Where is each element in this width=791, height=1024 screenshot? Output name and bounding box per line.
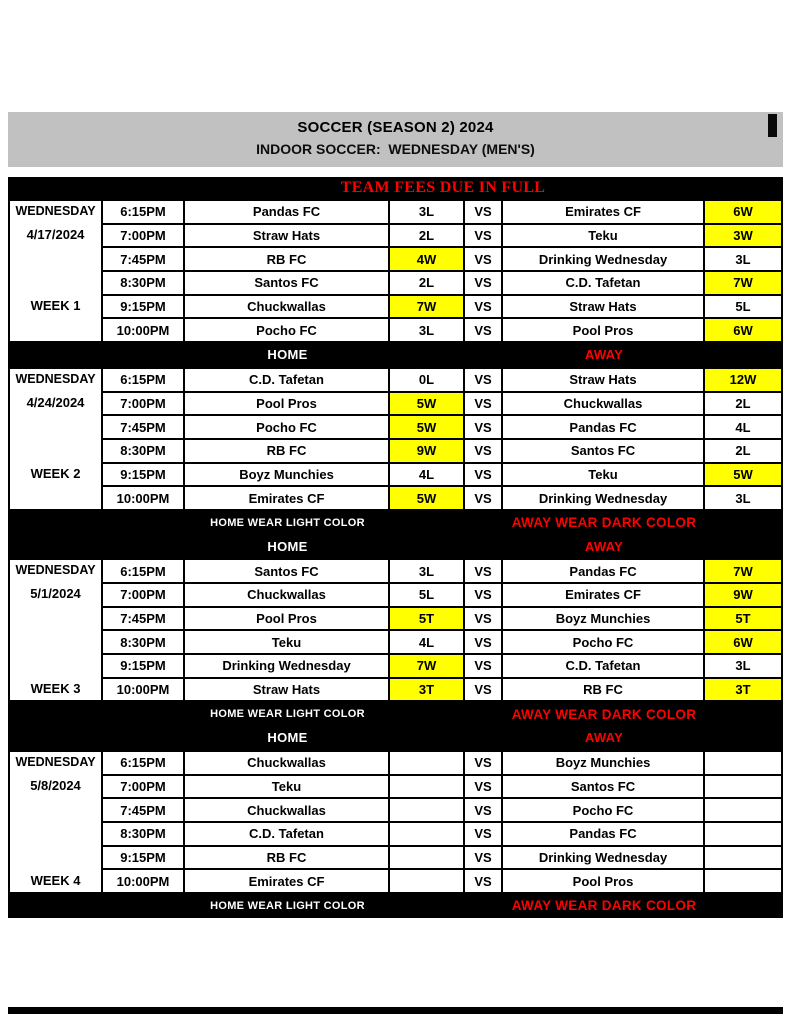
home-score: 5W (390, 393, 463, 415)
home-score: 3L (390, 201, 463, 223)
home-away-bar (8, 535, 783, 559)
week-date-label: 5/1/2024 (30, 586, 81, 602)
match-time: 9:15PM (103, 296, 183, 318)
away-wear-label: AWAY WEAR DARK COLOR (511, 706, 697, 722)
vs-label: VS (465, 440, 501, 462)
home-team: Pool Pros (185, 393, 388, 415)
away-team: C.D. Tafetan (503, 655, 703, 677)
home-wear-label: HOME WEAR LIGHT COLOR (210, 516, 365, 529)
away-team: Teku (503, 225, 703, 247)
vs-label: VS (465, 464, 501, 486)
week-number-label: WEEK 3 (30, 681, 81, 697)
home-score (390, 799, 463, 821)
vs-label: VS (465, 225, 501, 247)
match-time: 10:00PM (103, 679, 183, 701)
week-block-3 (8, 558, 783, 702)
away-score: 3L (705, 248, 781, 270)
week-day-label: WEDNESDAY (15, 371, 96, 386)
vs-label: VS (465, 272, 501, 294)
away-team: Emirates CF (503, 201, 703, 223)
week-date-label: 4/17/2024 (26, 227, 85, 242)
away-team: Pandas FC (503, 416, 703, 438)
match-time: 10:00PM (103, 487, 183, 509)
match-time: 9:15PM (103, 847, 183, 869)
vs-label: VS (465, 679, 501, 701)
match-time: 6:15PM (103, 560, 183, 582)
home-score (390, 752, 463, 774)
away-score (705, 823, 781, 845)
match-time: 6:15PM (103, 752, 183, 774)
home-team: Pool Pros (185, 608, 388, 630)
match-time: 9:15PM (103, 655, 183, 677)
away-score: 7W (705, 272, 781, 294)
home-wear-label: HOME WEAR LIGHT COLOR (210, 899, 365, 912)
home-score: 5W (390, 416, 463, 438)
vs-label: VS (465, 799, 501, 821)
home-team: Drinking Wednesday (185, 655, 388, 677)
document-header (8, 112, 783, 167)
match-time: 8:30PM (103, 823, 183, 845)
away-score: 2L (705, 393, 781, 415)
home-team: Pocho FC (185, 416, 388, 438)
away-team: Teku (503, 464, 703, 486)
home-score: 5W (390, 487, 463, 509)
away-label: AWAY (584, 538, 624, 554)
schedule-table (8, 199, 783, 918)
match-time: 6:15PM (103, 201, 183, 223)
home-team: Chuckwallas (185, 799, 388, 821)
away-team: Straw Hats (503, 369, 703, 391)
away-team: Straw Hats (503, 296, 703, 318)
away-team: Pandas FC (503, 560, 703, 582)
away-team: Pool Pros (503, 319, 703, 341)
home-team: Straw Hats (185, 225, 388, 247)
match-time: 6:15PM (103, 369, 183, 391)
vs-label: VS (465, 319, 501, 341)
vs-label: VS (465, 584, 501, 606)
vs-label: VS (465, 393, 501, 415)
uniform-notice-bar (8, 702, 783, 726)
home-away-bar (8, 726, 783, 750)
home-team: Emirates CF (185, 870, 388, 892)
week-block-1 (8, 199, 783, 343)
home-score: 3T (390, 679, 463, 701)
home-team: Santos FC (185, 560, 388, 582)
home-team: Chuckwallas (185, 752, 388, 774)
home-score: 7W (390, 296, 463, 318)
match-time: 8:30PM (103, 631, 183, 653)
match-time: 7:45PM (103, 799, 183, 821)
home-team: Boyz Munchies (185, 464, 388, 486)
schedule-document (8, 112, 783, 918)
away-score: 3W (705, 225, 781, 247)
home-team: RB FC (185, 847, 388, 869)
match-time: 7:45PM (103, 248, 183, 270)
home-score: 9W (390, 440, 463, 462)
away-team: RB FC (503, 679, 703, 701)
away-team: Boyz Munchies (503, 608, 703, 630)
vs-label: VS (465, 823, 501, 845)
match-time: 7:00PM (103, 776, 183, 798)
vs-label: VS (465, 655, 501, 677)
week-day-label: WEDNESDAY (15, 754, 96, 769)
home-team: Straw Hats (185, 679, 388, 701)
home-score: 3L (390, 319, 463, 341)
home-team: Chuckwallas (185, 296, 388, 318)
away-team: Pool Pros (503, 870, 703, 892)
match-time: 7:45PM (103, 608, 183, 630)
away-team: Chuckwallas (503, 393, 703, 415)
week-block-2 (8, 367, 783, 511)
away-score: 6W (705, 201, 781, 223)
away-score: 6W (705, 319, 781, 341)
away-score (705, 870, 781, 892)
home-score: 5T (390, 608, 463, 630)
away-score (705, 799, 781, 821)
week-date-cell (10, 369, 101, 509)
away-team: Santos FC (503, 776, 703, 798)
vs-label: VS (465, 201, 501, 223)
vs-label: VS (465, 560, 501, 582)
week-day-label: WEDNESDAY (15, 563, 96, 578)
week-number-label: WEEK 2 (30, 465, 81, 481)
away-team: Drinking Wednesday (503, 487, 703, 509)
home-score: 3L (390, 560, 463, 582)
away-score: 5L (705, 296, 781, 318)
home-team: Pandas FC (185, 201, 388, 223)
document-title: SOCCER (SEASON 2) 2024 (297, 119, 494, 136)
vs-label: VS (465, 296, 501, 318)
away-team: Pandas FC (503, 823, 703, 845)
away-team: Drinking Wednesday (503, 248, 703, 270)
away-score: 5W (705, 464, 781, 486)
home-score: 2L (390, 225, 463, 247)
home-score (390, 870, 463, 892)
home-away-bar (8, 343, 783, 367)
match-time: 9:15PM (103, 464, 183, 486)
away-score: 7W (705, 560, 781, 582)
away-score (705, 847, 781, 869)
away-score: 2L (705, 440, 781, 462)
away-score: 4L (705, 416, 781, 438)
home-team: Pocho FC (185, 319, 388, 341)
week-number-label: WEEK 1 (30, 298, 81, 313)
vs-label: VS (465, 608, 501, 630)
home-score: 7W (390, 655, 463, 677)
away-score: 5T (705, 608, 781, 630)
home-team: Emirates CF (185, 487, 388, 509)
page-bottom-rule (8, 1007, 783, 1014)
away-label: AWAY (584, 730, 624, 746)
away-score: 12W (705, 369, 781, 391)
vs-label: VS (465, 870, 501, 892)
match-time: 7:00PM (103, 393, 183, 415)
vs-label: VS (465, 369, 501, 391)
vs-label: VS (465, 248, 501, 270)
vs-label: VS (465, 631, 501, 653)
home-team: Santos FC (185, 272, 388, 294)
document-subtitle: INDOOR SOCCER: WEDNESDAY (MEN'S) (256, 141, 535, 157)
away-team: Emirates CF (503, 584, 703, 606)
fees-notice-text: TEAM FEES DUE IN FULL (340, 179, 546, 196)
match-time: 7:00PM (103, 225, 183, 247)
away-team: Santos FC (503, 440, 703, 462)
vs-label: VS (465, 847, 501, 869)
home-wear-label: HOME WEAR LIGHT COLOR (210, 708, 365, 721)
week-date-cell (10, 201, 101, 341)
match-time: 10:00PM (103, 870, 183, 892)
home-label: HOME (267, 538, 308, 554)
home-team: Chuckwallas (185, 584, 388, 606)
home-score: 4W (390, 248, 463, 270)
home-team: Teku (185, 776, 388, 798)
home-score: 0L (390, 369, 463, 391)
away-score: 3L (705, 655, 781, 677)
away-team: C.D. Tafetan (503, 272, 703, 294)
home-label: HOME (267, 730, 308, 746)
match-time: 7:00PM (103, 584, 183, 606)
home-score (390, 823, 463, 845)
away-label: AWAY (584, 347, 624, 363)
away-score (705, 752, 781, 774)
away-wear-label: AWAY WEAR DARK COLOR (511, 898, 697, 914)
away-score: 3T (705, 679, 781, 701)
week-day-label: WEDNESDAY (15, 204, 96, 218)
away-wear-label: AWAY WEAR DARK COLOR (511, 515, 697, 531)
vs-label: VS (465, 416, 501, 438)
week-number-label: WEEK 4 (30, 872, 81, 888)
match-time: 8:30PM (103, 272, 183, 294)
away-score: 3L (705, 487, 781, 509)
home-score: 4L (390, 631, 463, 653)
away-team: Pocho FC (503, 799, 703, 821)
scan-artifact-mark (768, 114, 777, 137)
week-date-cell (10, 560, 101, 700)
home-score: 5L (390, 584, 463, 606)
away-score (705, 776, 781, 798)
away-score: 6W (705, 631, 781, 653)
home-team: RB FC (185, 248, 388, 270)
away-team: Drinking Wednesday (503, 847, 703, 869)
week-block-4 (8, 750, 783, 894)
uniform-notice-bar (8, 511, 783, 535)
vs-label: VS (465, 752, 501, 774)
away-team: Boyz Munchies (503, 752, 703, 774)
week-date-cell (10, 752, 101, 892)
home-score: 4L (390, 464, 463, 486)
home-team: C.D. Tafetan (185, 823, 388, 845)
week-date-label: 4/24/2024 (26, 394, 85, 410)
home-score: 2L (390, 272, 463, 294)
home-label: HOME (267, 347, 308, 363)
match-time: 8:30PM (103, 440, 183, 462)
uniform-notice-bar (8, 894, 783, 918)
home-team: C.D. Tafetan (185, 369, 388, 391)
vs-label: VS (465, 776, 501, 798)
match-time: 7:45PM (103, 416, 183, 438)
match-time: 10:00PM (103, 319, 183, 341)
away-score: 9W (705, 584, 781, 606)
week-date-label: 5/8/2024 (30, 777, 81, 793)
home-team: Teku (185, 631, 388, 653)
away-team: Pocho FC (503, 631, 703, 653)
home-team: RB FC (185, 440, 388, 462)
fees-notice-bar (8, 177, 783, 199)
vs-label: VS (465, 487, 501, 509)
home-score (390, 776, 463, 798)
home-score (390, 847, 463, 869)
